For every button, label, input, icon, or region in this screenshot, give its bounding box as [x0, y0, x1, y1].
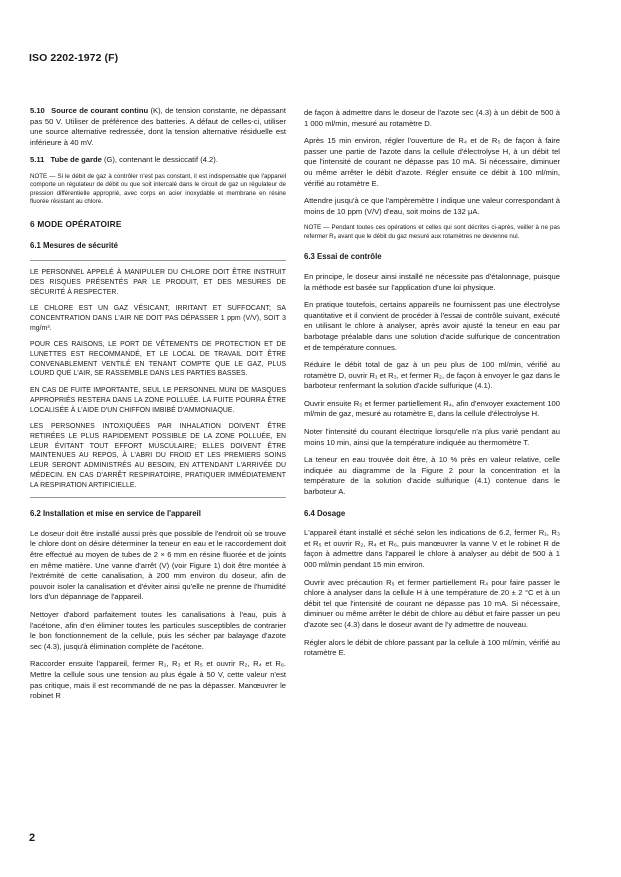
- section-6-1-heading: 6.1 Mesures de sécurité: [30, 240, 118, 250]
- safety-paragraph-2: LE CHLORE EST UN GAZ VÉSICANT, IRRITANT ET SUFFOCANT; SA CONCENTRATION DANS L'AIR NE DOIT PAS DÉPASSER 1 ppm (V/V), SOIT 3 mg/m³.: [30, 305, 286, 332]
- ammeter-paragraph: Attendre jusqu'à ce que l'ampèremètre I indique une valeur correspondant à moins de 10 ppm (V/V) d'eau, soit moins de 132 μA.: [304, 196, 560, 216]
- section-6-2-paragraph-3: Raccorder ensuite l'appareil, fermer R₁, R₃ et R₅ et ouvrir R₂, R₄ et R₆. Mettre la cellule sous une tension au plus égale à 50 V, cette valeur n'est pas critique, mais il est recommandé de ne pas la dépasser. Manœuvrer le robinet R: [30, 659, 286, 701]
- section-5-11-note: NOTE — Si le débit de gaz à contrôler n'est pas constant, il est indispensable que l'appareil comporte un régulateur de débit ou que soit intercalé dans le circuit de gaz un régulateur de pression différentielle approprié, avec corps en acier inoxydable et membrane en résine fluorée résistant au chlore.: [30, 172, 286, 206]
- safety-paragraph-1: LE PERSONNEL APPELÉ À MANIPULER DU CHLORE DOIT ÊTRE INSTRUIT DES RISQUES PRÉSENTÉS PAR LE PRODUIT, ET DES MESURES DE SÉCURITÉ À RESPECTER.: [30, 269, 286, 296]
- safety-paragraph-5: LES PERSONNES INTOXIQUÉES PAR INHALATION DOIVENT ÊTRE RETIRÉES LE PLUS RAPIDEMENT POSSIBLE DE LA ZONE POLLUÉE, EN LEUR ÉVITANT TOUT EFFORT MUSCULAIRE; ELLES DOIVENT ÊTRE MAINTENUES AU REPOS, À L'ABRI DU FROID ET LES PREMIERS SOINS LEUR SERONT ADMINISTRÉS AU BESOIN, EN ATTENDANT L'ARRIVÉE DU MÉDECIN. EN CAS D'ARRÊT RESPIRATOIRE, PRATIQUER IMMÉDIATEMENT LA RESPIRATION ARTIFICIELLE.: [30, 423, 286, 489]
- section-5-11-number: 5.11: [30, 155, 45, 165]
- right-column: [304, 108, 560, 666]
- safety-paragraph-4: EN CAS DE FUITE IMPORTANTE, SEUL LE PERSONNEL MUNI DE MASQUES APPROPRIÉS RESTERA DANS LA ZONE POLLUÉE. LA FUITE POURRA ÊTRE LOCALISÉE À L'AIDE D'UN CHIFFON IMBIBÉ D'AMMONIAQUE.: [30, 387, 286, 414]
- left-column: [30, 106, 286, 709]
- nitrogen-paragraph: Après 15 min environ, régler l'ouverture de R₄ et de R₅ de façon à faire passer une partie de l'azote dans la cellule d'électrolyse H, à un débit tel que l'intensité de courant ne dépasse pas 10 mA. Si nécessaire, diminuer ou même arrêter le débit d'azote. Régler ensuite ce débit à 100 ml/min, vérifié au rotamètre E.: [304, 136, 560, 188]
- continued-paragraph: de façon à admettre dans le doseur de l'azote sec (4.3) à un débit de 500 à 1 000 ml/min, mesuré au rotamètre D.: [304, 108, 560, 128]
- section-6-2-heading: 6.2 Installation et mise en service de l'appareil: [30, 509, 201, 519]
- section-6-heading: 6 MODE OPÉRATOIRE: [30, 218, 122, 229]
- section-5-10-number: 5.10: [30, 106, 45, 115]
- section-6-2-paragraph-1: Le doseur doit être installé aussi près que possible de l'endroit où se trouve le chlore dont on désire déterminer la teneur en eau et le raccordement doit être effectué au moyen de tubes de 2 × 6 mm en résine fluorée et de joints en même matière. Une vanne d'arrêt (V) (voir Figure 1) doit être montée à l'extrémité de cette canalisation, à 200 mm environ du doseur, afin de pouvoir isoler la canalisation et d'éviter ainsi qu'elle ne prenne de l'humidité lors d'un dépannage de l'appareil.: [30, 528, 286, 602]
- section-6-3-paragraph-4: Ouvrir ensuite R₅ et fermer partiellement R₄, afin d'envoyer exactement 100 ml/min de gaz, mesuré au rotamètre E, dans la cellule d'électrolyse H.: [304, 398, 560, 419]
- divider: [30, 260, 286, 261]
- section-6-3-heading: 6.3 Essai de contrôle: [304, 252, 382, 262]
- section-5-10-text: (K), de tension constante, ne dépassant pas 50 V. Utiliser de préférence des batteries. A défaut de celles-ci, utiliser une source alternative redressée, dont la tension alternative résiduelle est inférieure à 40 mV.: [30, 106, 286, 147]
- procedure-note: NOTE — Pendant toutes ces opérations et celles qui sont décrites ci-après, veiller à ne pas refermer R₆ avant que le débit du gaz mesuré aux rotamètres ne devienne nul.: [304, 224, 560, 240]
- page-number: 2: [29, 832, 36, 844]
- section-6-3-paragraph-3: Réduire le débit total de gaz à un peu plus de 100 ml/min, vérifié au rotamètre D, ouvrir R₁ et R₃, et fermer R₂, de façon à envoyer le gaz dans le barboteur renfermant la solution d'acide sulfurique (4.1).: [304, 360, 560, 391]
- divider: [30, 497, 286, 498]
- section-6-3-paragraph-5: Noter l'intensité du courant électrique lorsqu'elle n'a plus varié pendant au moins 10 min, ainsi que la température indiquée au thermomètre T.: [304, 427, 560, 447]
- section-5-10-title: Source de courant continu: [51, 106, 149, 115]
- section-6-3-paragraph-1: En principe, le doseur ainsi installé ne nécessite pas d'étalonnage, puisque la méthode est basée sur l'application d'une loi physique.: [304, 271, 560, 292]
- section-5-11-title: Tube de garde: [50, 155, 102, 165]
- section-5-11-text: (G), contenant le dessiccatif (4.2).: [103, 155, 218, 165]
- section-6-2-paragraph-2: Nettoyer d'abord parfaitement toutes les canalisations à l'eau, puis à l'acétone, afin d'en éliminer toutes les particules susceptibles de contrarier le bon fonctionnement de la cellule, puis les sécher par balayage d'azote sec (4.3), jusqu'à élimination complète de l'acétone.: [30, 609, 286, 651]
- section-6-4-paragraph-2: Ouvrir avec précaution R₅ et fermer partiellement R₄ pour faire passer le chlore à analyser dans la cellule H à une température de 20 ± 2 °C et à un débit tel que l'intensité de courant ne dépasse pas 10 mA. Si nécessaire, diminuer ou même arrêter le débit de chlore au début et faire passer un peu d'azote sec (4.3) dans le doseur avant de l'y admettre de nouveau.: [304, 577, 560, 629]
- document-header: ISO 2202-1972 (F): [29, 52, 119, 64]
- section-6-3-paragraph-2: En pratique toutefois, certains appareils ne fournissent pas une électrolyse quantitative et il convient de procéder à l'essai de contrôle suivant, exécuté en utilisant le chlore à analyser, après avoir ajusté la teneur en eau par barbotage préalable dans une solution d'acide sulfurique de concentration et de température connues.: [304, 300, 560, 352]
- section-6-4-paragraph-1: L'appareil étant installé et séché selon les indications de 6.2, fermer R₁, R₃ et R₅ et ouvrir R₂, R₄ et R₆, puis manœuvrer la vanne V et le robinet R de façon à admettre dans l'appareil le chlore à analyser au débit de 500 à 1 000 ml/min pendant 15 min environ.: [304, 528, 560, 569]
- section-5-11: [30, 155, 286, 166]
- section-6-3-paragraph-6: La teneur en eau trouvée doit être, à 10 % près en valeur relative, celle indiquée au diagramme de la Figure 2 pour la concentration et la température de la solution d'acide sulfurique (4.1) contenue dans le barboteur A.: [304, 455, 560, 497]
- section-5-10: [30, 106, 286, 148]
- section-6-4-paragraph-3: Régler alors le débit de chlore passant par la cellule à 100 ml/min, vérifié au rotamètre E.: [304, 637, 560, 658]
- section-6-4-heading: 6.4 Dosage: [304, 508, 346, 518]
- safety-paragraph-3: POUR CES RAISONS, LE PORT DE VÊTEMENTS DE PROTECTION ET DE LUNETTES EST RECOMMANDÉ, ET LE LOCAL DE TRAVAIL DOIT ÊTRE CONVENABLEMENT VENTILÉ EN TENANT COMPTE QUE LE GAZ, PLUS LOURD QUE L'AIR, SE RASSEMBLE DANS LES PARTIES BASSES.: [30, 341, 286, 378]
